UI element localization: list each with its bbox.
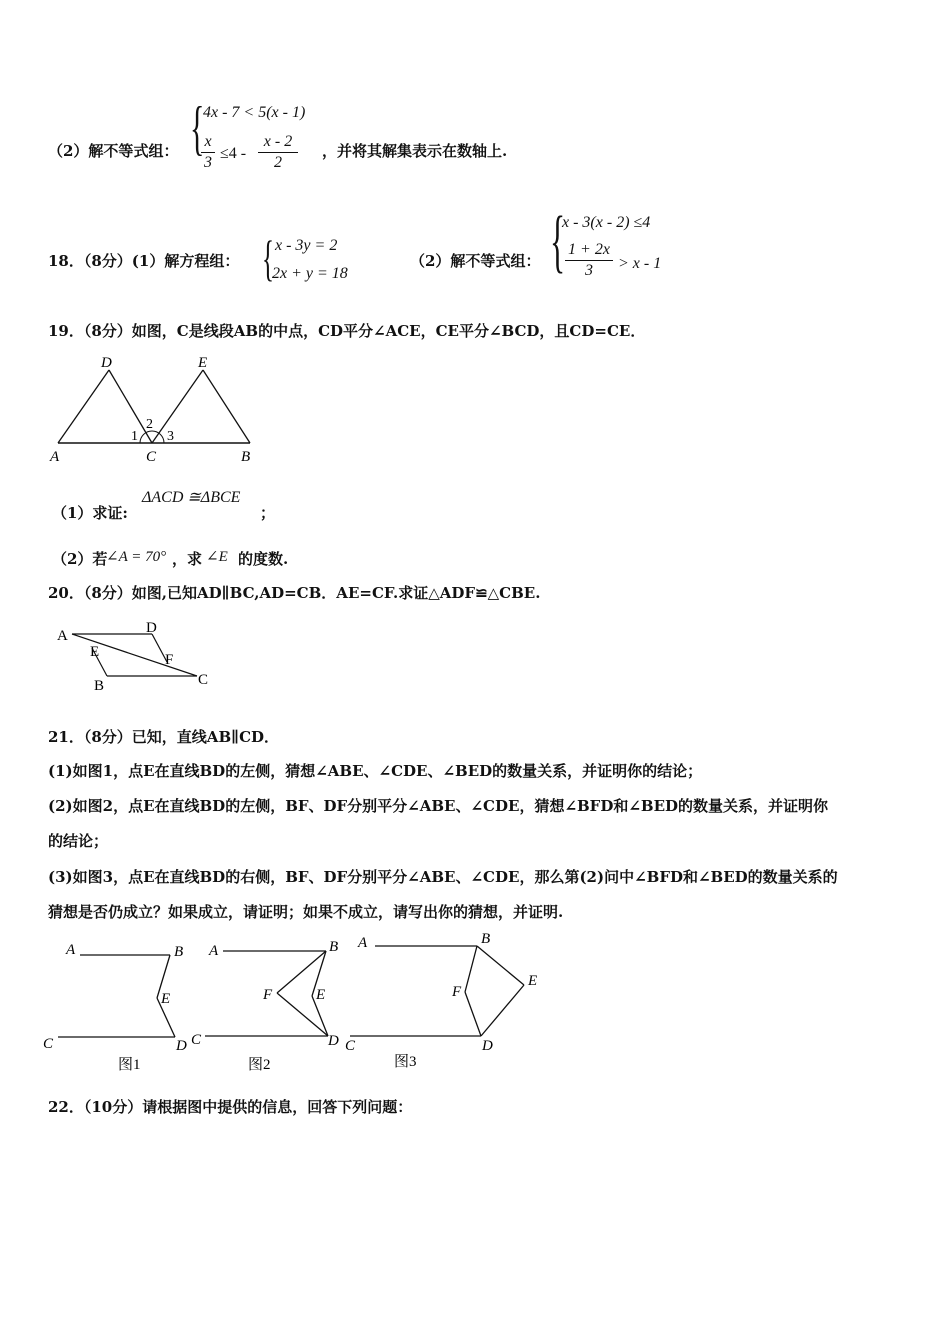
frac-num: x [204, 133, 212, 150]
fig1-label-b: B [174, 944, 184, 960]
q18-sys1-b: 2x + y = 18 [272, 265, 348, 282]
q21-figures [40, 928, 560, 1078]
q21-p3a: (3)如图3，点E在直线BD的右侧，BF、DF分别平分∠ABE、∠CDE，那么第(2)问中∠BFD和∠BED的数量关系的 [48, 868, 838, 886]
fig2-label-d: D [328, 1033, 339, 1049]
label-e: E [198, 355, 208, 371]
fig2-caption: 图2 [248, 1057, 271, 1073]
segment-ce [152, 370, 203, 443]
label-angle-1: 1 [131, 429, 138, 444]
fig2-label-e: E [316, 987, 326, 1003]
angle-arc [140, 431, 164, 443]
fig3-segment-ed [481, 985, 524, 1036]
q20-stem: 20．（8分）如图,已知AD∥BC,AD=CB．AE=CF.求证△ADF≌△CBE. [48, 584, 541, 602]
q19-part1-prefix: （1）求证: [52, 504, 128, 522]
q19-part1-suffix: ； [260, 504, 276, 522]
q19-part2-math: ∠A = 70° [106, 549, 167, 565]
fig2-label-b: B [329, 939, 339, 955]
label-angle-2: 2 [146, 417, 153, 432]
label-a: A [57, 628, 68, 644]
q18-sys2-frac [565, 241, 613, 280]
q18-part2: （2）解不等式组： [410, 252, 541, 270]
fig2-label-a: A [209, 943, 219, 959]
label-c: C [198, 672, 209, 688]
q18-sys2-brace: { [550, 203, 566, 280]
fig3-label-a: A [358, 935, 368, 951]
frac-den: 3 [204, 154, 212, 171]
q21-stem: 21．（8分）已知，直线AB∥CD． [48, 728, 280, 746]
q19-part2-mid: ，求 [172, 550, 203, 568]
label-d: D [146, 620, 157, 636]
fig3-label-d: D [482, 1038, 493, 1054]
fig1-caption: 图1 [118, 1057, 141, 1073]
q19-stem: 19．（8分）如图，C是线段AB的中点，CD平分∠ACE，CE平分∠BCD，且CD=CE． [48, 322, 646, 340]
label-c: C [146, 449, 157, 465]
label-e: E [90, 644, 100, 660]
frac-num: 1 + 2x [568, 241, 610, 258]
fig2-label-c: C [191, 1032, 202, 1048]
frac-den: 2 [274, 154, 282, 171]
label-b: B [241, 449, 251, 465]
fig3-caption: 图3 [394, 1054, 417, 1070]
q19-part2-prefix: （2）若 [52, 550, 108, 568]
label-b: B [94, 678, 105, 694]
q17-2-eq2-mid: ≤4 - [220, 145, 247, 162]
q21-p2b: 的结论； [48, 832, 109, 850]
q17-2-frac-left [201, 133, 215, 172]
fig3-label-c: C [345, 1038, 356, 1054]
fig1-label-c: C [43, 1036, 54, 1052]
fig3-segment-be [477, 946, 524, 985]
fig1-label-e: E [161, 991, 171, 1007]
q18-sys1-brace: { [262, 230, 274, 286]
segment-ad [58, 370, 109, 443]
frac-num: x - 2 [263, 133, 293, 150]
label-angle-3: 3 [167, 429, 174, 444]
q18-sys2-a: x - 3(x - 2) ≤4 [562, 214, 651, 231]
q21-p1: (1)如图1，点E在直线BD的左侧，猜想∠ABE、∠CDE、∠BED的数量关系，并证明你的结论； [48, 762, 703, 780]
frac-den: 3 [585, 262, 593, 279]
segment-eb [203, 370, 250, 443]
q19-part1-math: ΔACD ≅ΔBCE [142, 489, 241, 506]
q17-2-brace: { [190, 95, 205, 161]
q18-sys1-a: x - 3y = 2 [275, 237, 338, 254]
fig3-segment-fd [465, 992, 481, 1036]
q19-part2-math2: ∠E [206, 549, 228, 565]
frac-bar [201, 152, 215, 153]
q17-2-frac-right [258, 133, 298, 172]
fig3-label-e: E [528, 973, 538, 989]
fig3-label-b: B [481, 931, 491, 947]
label-f: F [165, 652, 174, 668]
fig1-label-a: A [66, 942, 76, 958]
label-d: D [101, 355, 112, 371]
fig2-label-f: F [263, 987, 273, 1003]
frac-bar [565, 260, 613, 261]
fig3-segment-bf [465, 946, 477, 992]
q19-part2-suffix: 的度数. [238, 550, 289, 568]
fig3-label-f: F [452, 984, 462, 1000]
q21-p2a: (2)如图2，点E在直线BD的左侧，BF、DF分别平分∠ABE、∠CDE，猜想∠BFD和∠BED的数量关系，并证明你 [48, 797, 829, 815]
q18-prefix: 18．（8分）(1）解方程组： [48, 252, 240, 270]
frac-bar [258, 152, 298, 153]
q21-p3b: 猜想是否仍成立？如果成立，请证明；如果不成立，请写出你的猜想，并证明. [48, 903, 564, 921]
fig1-label-d: D [176, 1038, 187, 1054]
q22-stem: 22．（10分）请根据图中提供的信息，回答下列问题： [48, 1098, 413, 1116]
q18-sys2-b-right: > x - 1 [618, 255, 662, 272]
q19-figure [45, 352, 260, 467]
label-a: A [50, 449, 60, 465]
q17-2-eq1: 4x - 7 < 5(x - 1) [203, 104, 306, 121]
q17-2-prefix: （2）解不等式组： [48, 142, 179, 160]
q20-figure [52, 618, 222, 698]
q17-2-suffix: ，并将其解集表示在数轴上. [322, 142, 508, 160]
